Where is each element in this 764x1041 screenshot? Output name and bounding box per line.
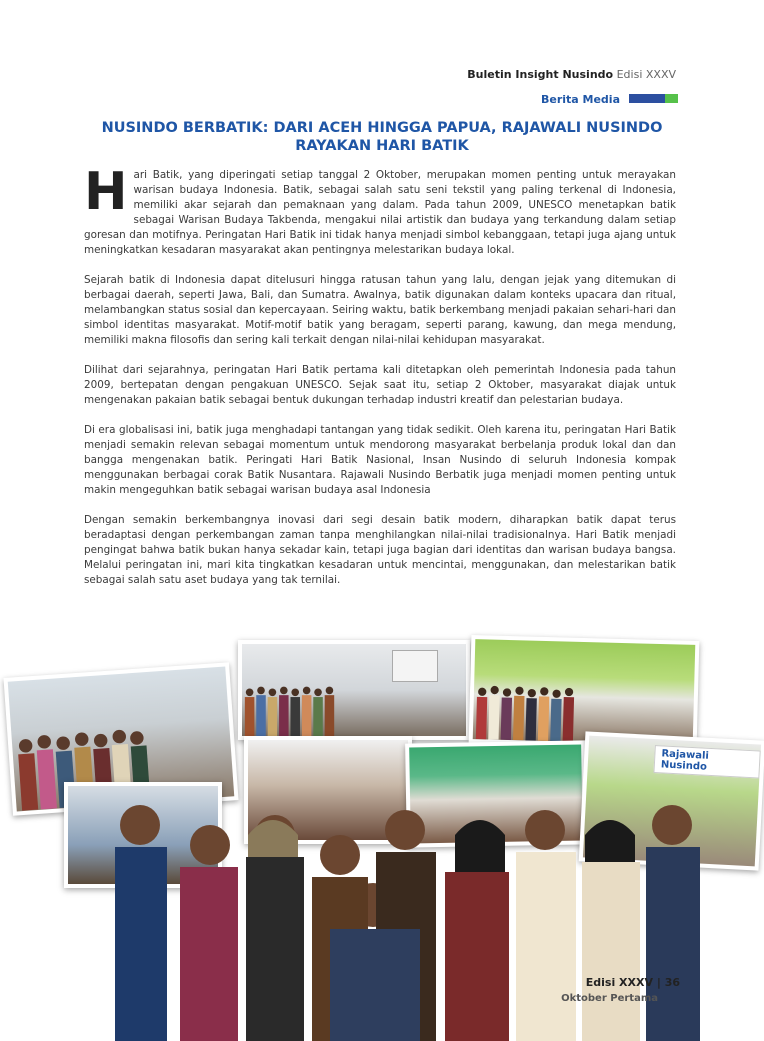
paragraph-5: Dengan semakin berkembangnya inovasi dari segi desain batik modern, diharapkan batik dapat terus beradaptasi dengan perkembangan zaman tanpa menghilangkan nilai-nilai tradisionalnya. Hari Batik menjadi pengingat bahwa batik bukan hanya sekadar kain, tetapi juga bagian dari identitas dan warisan budaya bangsa. Melalui peringatan ini, mari kita tingkatkan kesadaran untuk mencintai, menggunakan, dan melestarikan batik sebagai salah satu aset budaya yang tak ternilai. [84, 514, 676, 586]
footer-edition-page: Edisi XXXV | 36 [585, 976, 680, 989]
accent-bar-green [665, 94, 678, 103]
collage-photo-3 [469, 635, 700, 749]
article-title: NUSINDO BERBATIK: DARI ACEH HINGGA PAPUA, RAJAWALI NUSINDO RAYAKAN HARI BATIK [101, 120, 663, 154]
group-people-icon [473, 677, 578, 742]
drop-cap: H [84, 162, 128, 222]
group-people-icon [242, 679, 337, 736]
office-sign: Rajawali Nusindo [653, 745, 760, 779]
header-line [467, 68, 676, 81]
section-tag: Berita Media [540, 93, 620, 106]
collage-photo-2 [238, 640, 470, 740]
staff-group-photo [60, 795, 710, 1041]
accent-bar-blue [629, 94, 665, 103]
bulletin-brand: Buletin Insight Nusindo [467, 68, 614, 81]
paragraph-3: Dilihat dari sejarahnya, peringatan Hari Batik pertama kali ditetapkan oleh pemerintah Indonesia pada tahun 2009, bertepatan dengan pengakuan UNESCO. Sejak saat itu, setiap 2 Oktober, masyarakat diajak untuk mengenakan pakaian batik sebagai bentuk dukungan terhadap industri kreatif dan pelestarian budaya. [84, 364, 676, 406]
edition-label: Edisi XXXV [616, 68, 676, 81]
paragraph-4: Di era globalisasi ini, batik juga menghadapi tantangan yang tidak sedikit. Oleh karena itu, peringatan Hari Batik menjadi semakin relevan sebagai momentum untuk mendorong masyarakat berbelanja produk lokal dan dan bangga mengenakan batik. Peringati Hari Batik Nasional, Insan Nusindo di seluruh Indonesia kompak menggunakan berbagai corak Batik Nusantara. Rajawali Nusindo Berbatik juga menjadi momen penting untuk makin mengeguhkan batik sebagai warisan budaya asal Indonesia [84, 424, 676, 496]
article-body [84, 162, 676, 603]
paragraph-1 [84, 162, 676, 258]
paragraph-1-text: ari Batik, yang diperingati setiap tanggal 2 Oktober, merupakan momen penting untuk merayakan warisan budaya Indonesia. Batik, sebagai salah satu seni tekstil yang paling terkenal di Indonesia, memiliki akar sejarah dan pemaknaan yang dalam. Pada tahun 2009, UNESCO menetapkan batik sebagai Warisan Budaya Takbenda, mengakui nilai artistik dan budaya yang terkandung dalam setiap goresan dan motifnya. Peringatan Hari Batik ini tidak hanya menjadi simbol kebanggaan, tetapi juga ajang untuk meningkatkan kesadaran masyarakat akan pentingnya melestarikan budaya lokal. [84, 169, 676, 256]
paragraph-2: Sejarah batik di Indonesia dapat ditelusuri hingga ratusan tahun yang lalu, dengan jejak yang ditemukan di berbagai daerah, seperti Jawa, Bali, dan Sumatra. Awalnya, batik digunakan dalam konteks upacara dan ritual, melambangkan status sosial dan kepercayaan. Seiring waktu, batik berkembang menjadi pakaian sehari-hari dan simbol identitas masyarakat. Motif-motif batik yang beragam, seperti parang, kawung, dan mega mendung, memiliki makna filosofis dan sering kali terkait dengan nilai-nilai kehidupan masyarakat. [84, 274, 676, 346]
footer-month: Oktober Pertama [561, 993, 658, 1004]
